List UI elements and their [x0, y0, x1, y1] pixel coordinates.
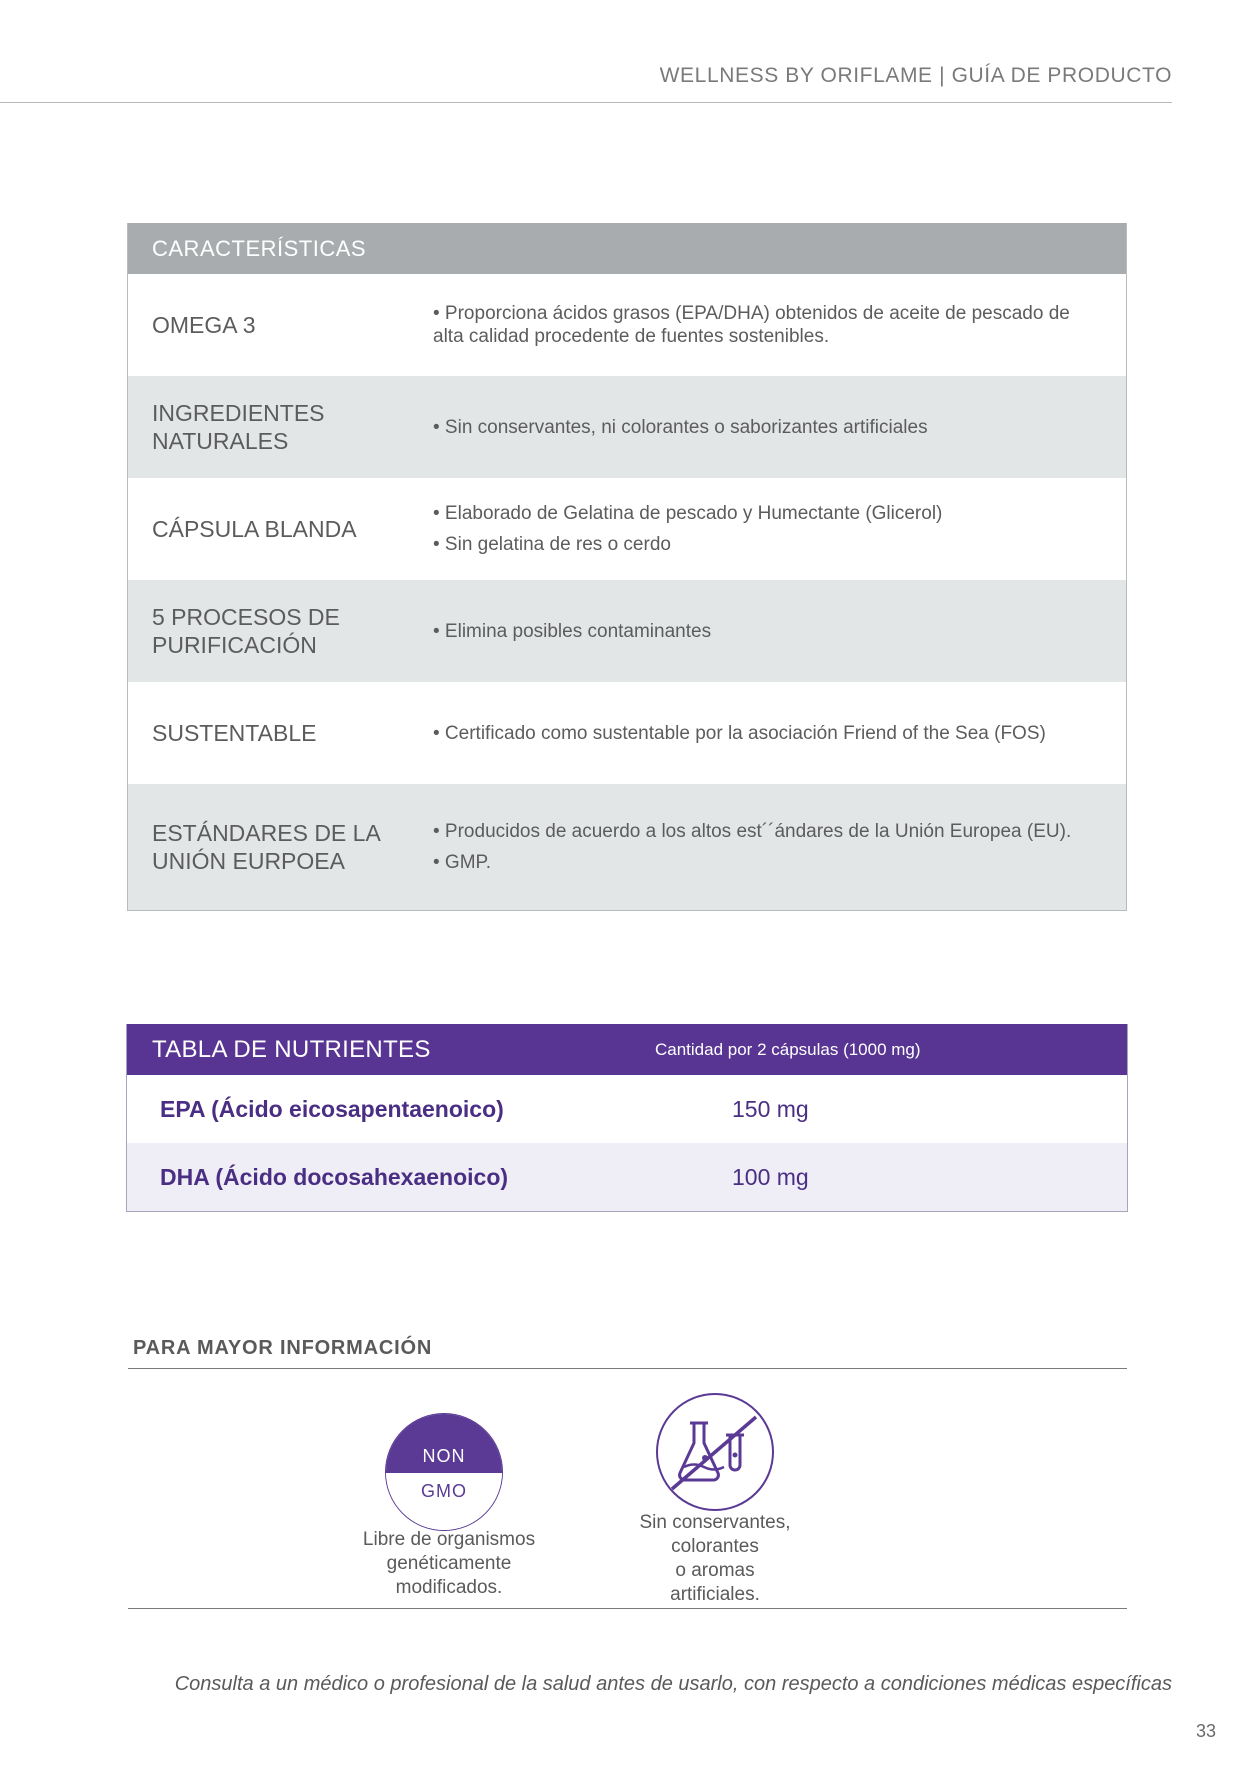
row-description [433, 302, 1126, 348]
caption-line: colorantes [671, 1536, 759, 1557]
table-row [128, 478, 1126, 580]
characteristics-table [127, 223, 1127, 911]
caption-line: modificados. [395, 1577, 503, 1598]
table-row [128, 682, 1126, 784]
non-gmo-caption [334, 1528, 564, 1600]
description-line: • Sin conservantes, ni colorantes o saborizantes artificiales [433, 416, 928, 438]
table-row [128, 784, 1126, 910]
table-row [128, 274, 1126, 376]
nutrients-header [127, 1024, 1127, 1075]
description-line: • Sin gelatina de res o cerdo [433, 534, 671, 555]
more-info-bottom-divider [128, 1608, 1127, 1609]
no-chemicals-caption [600, 1511, 830, 1607]
caption-line: genéticamente [386, 1553, 512, 1574]
description-line: • Certificado como sustentable por la asociación Friend of the Sea (FOS) [433, 722, 1046, 744]
non-gmo-top-text: NON [386, 1414, 502, 1473]
row-description [433, 722, 1126, 745]
row-label: CÁPSULA BLANDA [152, 516, 357, 542]
row-label: 5 PROCESOS DE PURIFICACIÓN [152, 604, 340, 658]
caption-line: artificiales. [670, 1584, 760, 1605]
table-row [128, 376, 1126, 478]
caption-line: o aromas [675, 1560, 755, 1581]
nutrients-table [126, 1024, 1128, 1212]
nutrient-value: 150 mg [732, 1095, 809, 1122]
description-line: • Elimina posibles contaminantes [433, 620, 712, 642]
no-chemicals-icon [654, 1391, 776, 1513]
page-header-title: WELLNESS BY ORIFLAME | GUÍA DE PRODUCTO [659, 64, 1172, 87]
row-label: INGREDIENTES NATURALES [152, 400, 325, 454]
header-divider [0, 102, 1172, 103]
table-row [127, 1075, 1127, 1143]
row-description [433, 620, 1126, 643]
non-gmo-icon [385, 1413, 503, 1531]
characteristics-heading: CARACTERÍSTICAS [128, 223, 1126, 274]
row-label: ESTÁNDARES DE LA UNIÓN EURPOEA [152, 820, 380, 874]
nutrients-heading: TABLA DE NUTRIENTES [152, 1035, 431, 1063]
caption-line: Sin conservantes, [639, 1512, 791, 1533]
non-gmo-bottom-text: GMO [386, 1473, 502, 1531]
description-line: • Elaborado de Gelatina de pescado y Humectante (Glicerol) [433, 503, 943, 524]
description-line: • Producidos de acuerdo a los altos est´´ándares de la Unión Europea (EU). [433, 821, 1072, 842]
description-line: • GMP. [433, 852, 492, 873]
row-label: SUSTENTABLE [152, 720, 317, 746]
more-info-heading: PARA MAYOR INFORMACIÓN [133, 1337, 433, 1359]
nutrient-name: DHA (Ácido docosahexaenoico) [160, 1163, 509, 1190]
row-description [433, 502, 1126, 556]
nutrient-value: 100 mg [732, 1163, 809, 1190]
table-row [128, 580, 1126, 682]
amount-column-header: Cantidad por 2 cápsulas (1000 mg) [655, 1039, 921, 1059]
caption-line: Libre de organismos [362, 1529, 536, 1550]
row-description [433, 820, 1126, 874]
description-line: • Proporciona ácidos grasos (EPA/DHA) obtenidos de aceite de pescado de alta calidad procedente de fuentes sostenibles. [433, 303, 1070, 347]
row-label: OMEGA 3 [152, 312, 256, 338]
nutrient-name: EPA (Ácido eicosapentaenoico) [160, 1095, 504, 1122]
row-description [433, 416, 1126, 439]
table-row [127, 1143, 1127, 1211]
medical-disclaimer: Consulta a un médico o profesional de la salud antes de usarlo, con respecto a condiciones médicas específicas [174, 1673, 1172, 1695]
page-number: 33 [1195, 1721, 1216, 1741]
more-info-top-divider [128, 1368, 1127, 1369]
